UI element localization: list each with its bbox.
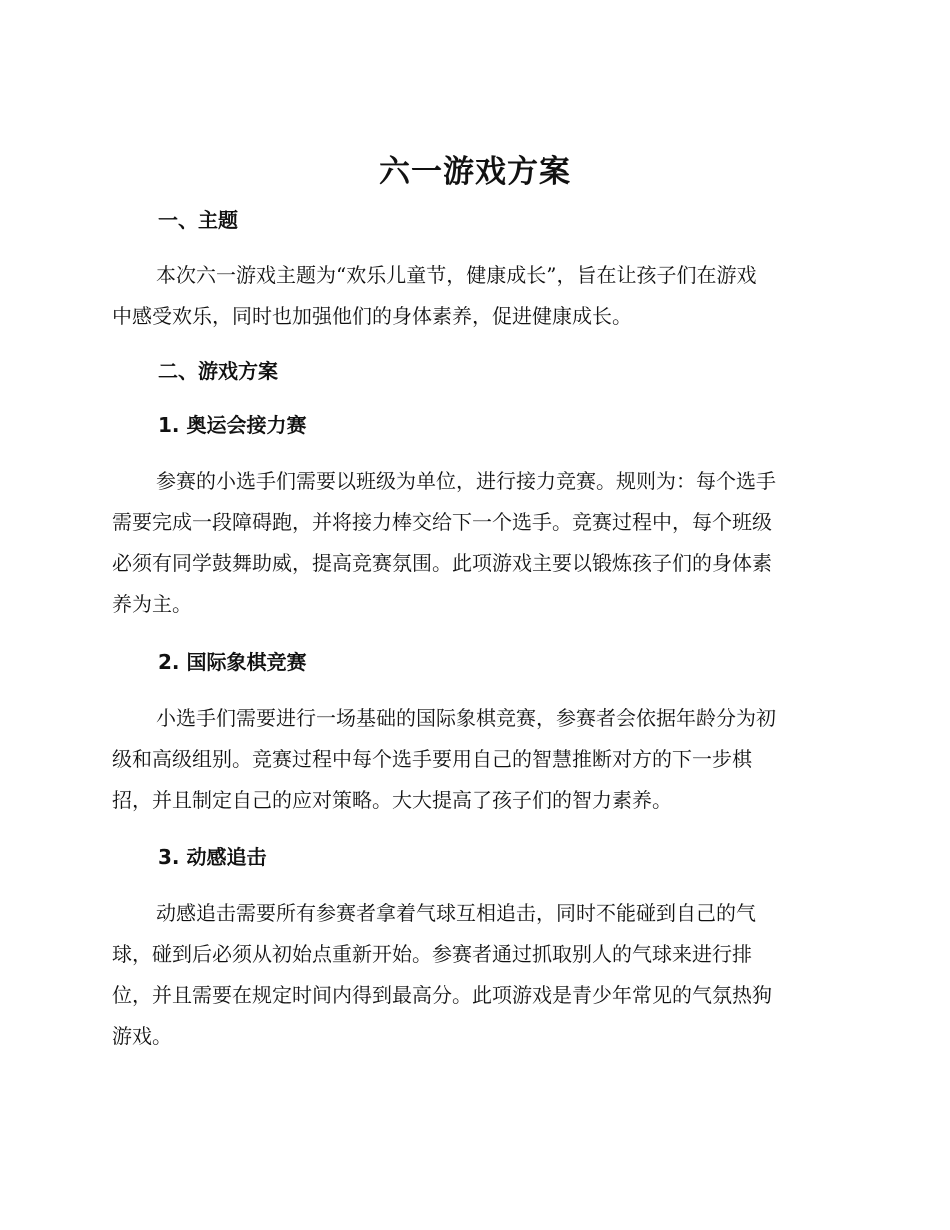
section-paragraph-relay bbox=[112, 461, 836, 625]
document-title: 六一游戏方案 bbox=[379, 154, 571, 190]
paragraph-line: 参赛的小选手们需要以班级为单位，进行接力竞赛。规则为：每个选手 bbox=[156, 469, 776, 493]
section-heading-chess: 2. 国际象棋竞赛 bbox=[158, 650, 307, 674]
paragraph-line: 必须有同学鼓舞助威，提高竞赛氛围。此项游戏主要以锻炼孩子们的身体素 bbox=[112, 551, 772, 575]
paragraph-line: 球，碰到后必须从初始点重新开始。参赛者通过抓取别人的气球来进行排 bbox=[112, 942, 752, 966]
section-heading-theme: 一、主题 bbox=[158, 208, 238, 232]
paragraph-line: 动感追击需要所有参赛者拿着气球互相追击，同时不能碰到自己的气 bbox=[156, 901, 756, 925]
section-paragraph-chase bbox=[112, 893, 836, 1057]
section-paragraph-theme bbox=[112, 255, 836, 337]
paragraph-line: 游戏。 bbox=[112, 1024, 172, 1048]
paragraph-line: 级和高级组别。竞赛过程中每个选手要用自己的智慧推断对方的下一步棋 bbox=[112, 747, 752, 771]
section-heading-game-plan: 二、游戏方案 bbox=[158, 359, 278, 383]
paragraph-line: 养为主。 bbox=[112, 592, 192, 616]
paragraph-line: 需要完成一段障碍跑，并将接力棒交给下一个选手。竞赛过程中，每个班级 bbox=[112, 510, 772, 534]
section-paragraph-chess bbox=[112, 698, 836, 821]
paragraph-line: 小选手们需要进行一场基础的国际象棋竞赛，参赛者会依据年龄分为初 bbox=[156, 706, 776, 730]
paragraph-line: 本次六一游戏主题为“欢乐儿童节，健康成长”，旨在让孩子们在游戏 bbox=[156, 263, 757, 287]
paragraph-line: 招，并且制定自己的应对策略。大大提高了孩子们的智力素养。 bbox=[112, 788, 672, 812]
section-heading-relay: 1. 奥运会接力赛 bbox=[158, 413, 307, 437]
section-heading-chase: 3. 动感追击 bbox=[158, 845, 267, 869]
paragraph-line: 中感受欢乐，同时也加强他们的身体素养，促进健康成长。 bbox=[112, 304, 632, 328]
paragraph-line: 位，并且需要在规定时间内得到最高分。此项游戏是青少年常见的气氛热狗 bbox=[112, 983, 772, 1007]
